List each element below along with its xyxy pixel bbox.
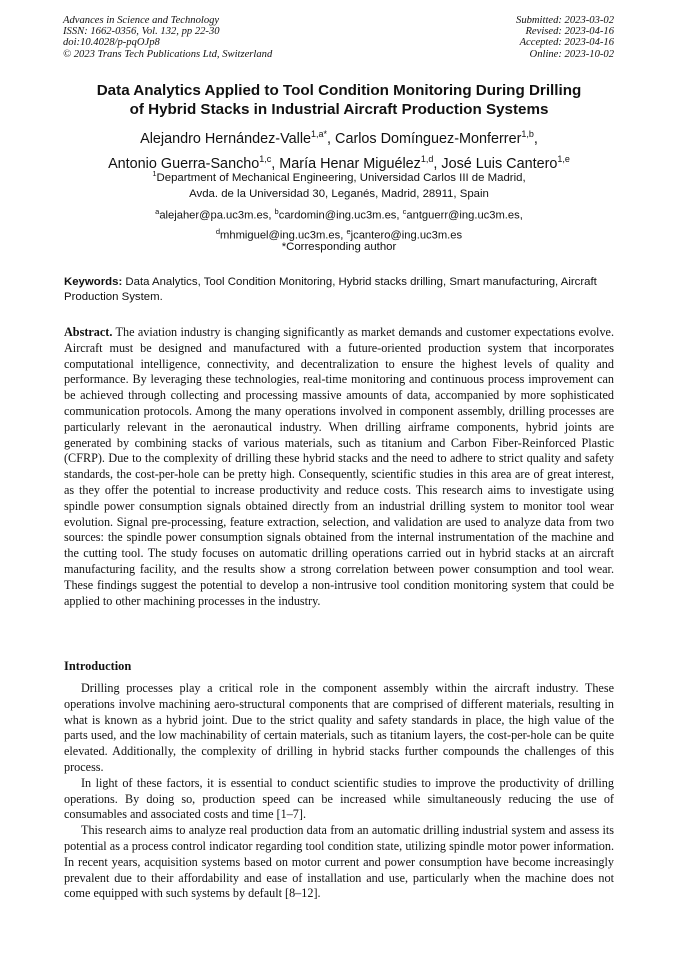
email-superscript: e <box>346 226 351 236</box>
journal-info-header <box>63 15 272 60</box>
email-separator: , <box>396 209 403 222</box>
email-superscript: c <box>402 207 407 216</box>
email-line <box>40 204 638 224</box>
section-heading-introduction: Introduction <box>64 659 132 673</box>
author-name: Carlos Domínguez-Monferrer <box>335 130 522 147</box>
paragraph: In light of these factors, it is essential to conduct scientific studies to improve the productivity of drilling operations. By doing so, production speed can be increased while simultaneously reducing the use of consumables and associated costs and time [1–7]. <box>64 775 614 822</box>
author-separator: , <box>433 155 442 172</box>
journal-copyright: © 2023 Trans Tech Publications Ltd, Switzerland <box>63 48 273 60</box>
author-name: José Luis Cantero <box>441 155 558 172</box>
keywords-text: Data Analytics, Tool Condition Monitoring, Hybrid stacks drilling, Smart manufacturing, Aircraft Production System. <box>64 276 597 303</box>
paragraph: This research aims to analyze real production data from an automatic drilling industrial system and assess its potential as a process control indicator regarding tool condition state, utilizing spindle motor power information. In recent years, acquisition systems based on motor current and power consumption have become increasingly prevalent due to their affordability and ease of installation and use, particularly when the machine does not come equipped with such systems by default [8–12]. <box>64 823 614 901</box>
author-separator: , <box>327 130 336 147</box>
author-superscript: 1,c <box>259 153 272 164</box>
title-line: Data Analytics Applied to Tool Condition Monitoring During Drilling <box>96 82 582 99</box>
keywords <box>64 275 615 304</box>
dates-header <box>516 15 614 60</box>
author-superscript: 1,a* <box>311 129 328 139</box>
corresponding-author-note: *Corresponding author <box>281 241 397 253</box>
author-separator: , <box>271 155 280 172</box>
author-superscript: 1,e <box>557 153 570 164</box>
author-emails <box>40 204 638 243</box>
journal-issn: ISSN: 1662-0356, Vol. 132, pp 22-30 <box>63 26 220 38</box>
author-superscript: 1,d <box>420 153 434 164</box>
date-accepted: Accepted: 2023-04-16 <box>519 37 614 49</box>
author-name: Alejandro Hernández-Valle <box>140 130 312 147</box>
journal-name: Advances in Science and Technology <box>63 15 220 26</box>
author-separator: , <box>533 130 538 147</box>
email-superscript: d <box>215 226 221 236</box>
email-link[interactable]: alejaher@pa.uc3m.es <box>159 209 269 222</box>
keywords-label: Keywords: <box>64 276 123 288</box>
author-line <box>40 124 638 149</box>
abstract-text: The aviation industry is changing significantly as market demands and customer expectations evolve. Aircraft must be designed and manufactured with a future-oriented production system that incorporates computational intelligence, connectivity, and decentralization to ensure the highest levels of quality and performance. By leveraging these technologies, real-time monitoring and continuous process improvement can be achieved through collecting and processing massive amounts of data, accompanied by more sophisticated communication protocols. Among the many operations involved in component assembly, drilling processes are particularly relevant in the aeronautical industry. When drilling airframe components, hybrid joints are generated by combining stacks of various materials, such as titanium and Carbon Fiber-Reinforced Plastic (CFRP). Due to the complexity of drilling these hybrid stacks and the need to adhere to strict quality and safety standards, the cost-per-hole can be pretty high. Consequently, scientific studies in this area are of great interest, as they offer the potential to increase productivity and reduce costs. This research aims to investigate using spindle power consumption signals obtained directly from an industrial drilling system to monitor tool wear evolution. Signal pre-processing, feature extraction, selection, and validation are used to analyze data from two sources: the spindle power consumption signals obtained from the internal instrumentation of the machine and the cutting tool. The study focuses on automatic drilling operations carried out in hybrid stacks at an aircraft manufacturing facility, and the results show a strong correlation between power consumption and tool wear. These findings suggest the potential to develop a non-intrusive tool condition monitoring system that could be applied to other machining processes in the industry. <box>64 325 614 608</box>
abstract <box>64 325 614 609</box>
date-online: Online: 2023-10-02 <box>529 48 614 60</box>
author-name: María Henar Miguélez <box>279 155 421 172</box>
email-link[interactable]: antguerr@ing.uc3m.es <box>406 209 520 222</box>
date-submitted: Submitted: 2023-03-02 <box>516 15 614 26</box>
email-separator: , <box>340 229 347 242</box>
title-line: of Hybrid Stacks in Industrial Aircraft Production Systems <box>129 101 549 118</box>
abstract-label: Abstract. <box>64 325 113 339</box>
email-separator: , <box>268 209 275 222</box>
email-superscript: b <box>274 207 279 216</box>
date-revised: Revised: 2023-04-16 <box>525 26 614 38</box>
email-link[interactable]: jcantero@ing.uc3m.es <box>350 229 463 242</box>
paragraph: Drilling processes play a critical role in the component assembly within the aircraft industry. These operations involve machining aero-structural components that are comprised of different materials, resulting in what is known as a hybrid joint. Due to the strict quality and safety standards in place, the high value of the parts used, and the low machinability of certain materials, such as titanium layers, the cost-per-hole can be quite elevated. Additionally, the complexity of drilling in hybrid stacks further compounds the challenges of this process. <box>64 681 614 774</box>
affiliation-line <box>40 166 638 186</box>
email-separator: , <box>519 209 523 222</box>
email-link[interactable]: mhmiguel@ing.uc3m.es <box>220 229 341 242</box>
email-link[interactable]: cardomin@ing.uc3m.es <box>278 209 397 222</box>
author-superscript: 1,b <box>521 129 534 139</box>
introduction-body <box>64 681 614 902</box>
affiliation-text: Department of Mechanical Engineering, Universidad Carlos III de Madrid, <box>156 171 526 184</box>
author-name: Antonio Guerra-Sancho <box>108 155 260 172</box>
email-superscript: a <box>155 207 160 216</box>
paper-title <box>40 81 638 119</box>
affiliation <box>40 166 638 202</box>
affiliation-line: Avda. de la Universidad 30, Leganés, Madrid, 28911, Spain <box>189 187 489 200</box>
affiliation-superscript: 1 <box>152 169 157 178</box>
journal-doi: doi:10.4028/p-pqOJp8 <box>63 37 160 49</box>
